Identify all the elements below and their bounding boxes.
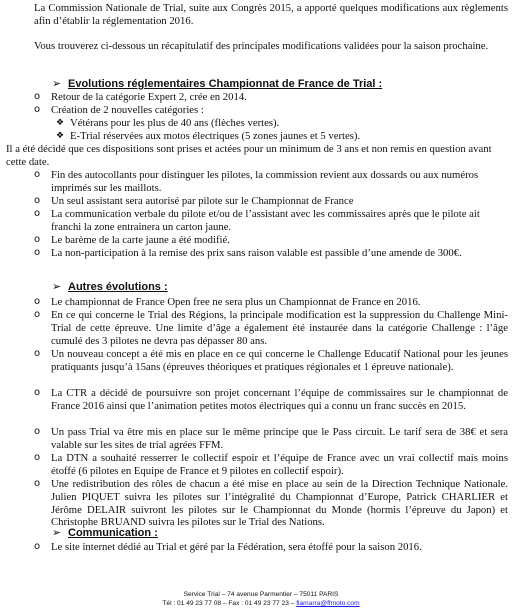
bullet-icon: o (34, 478, 41, 489)
list-item-text: En ce qui concerne le Trial des Régions, la principale modification est la suppression du Challenge Mini-Trial de cette épreuve. Une limite d’âge a également été instaurée dans la catégorie Challenge : l’âge cumulé des 3 pilotes ne devra pas dépasser 80 ans. (51, 309, 508, 347)
bullet-icon: o (34, 541, 41, 552)
diamond-bullet-icon: ❖ (56, 131, 65, 141)
list-item (34, 169, 508, 195)
bullet-icon: o (34, 247, 41, 258)
sub-list-item-text: Vétérans pour les plus de 40 ans (flèches vertes). (70, 117, 280, 129)
list-item (34, 541, 508, 554)
list-item-text: La DTN a souhaité resserrer le collectif espoir et l’équipe de France avec un vrai collectif mais moins étoffé (6 pilotes en Equipe de France et 9 pilotes en collectif espoir). (51, 452, 508, 477)
diamond-bullet-icon: ❖ (56, 118, 65, 128)
intro-paragraph-2: Vous trouverez ci-dessous un récapitulatif des principales modifications validées pour la saison prochaine. (34, 40, 489, 52)
bullet-icon: o (34, 309, 41, 320)
bullet-icon: o (34, 169, 41, 180)
list-item (34, 208, 508, 234)
bullet-icon: o (34, 195, 41, 206)
list-item (34, 387, 508, 413)
list-item (34, 234, 508, 247)
bullet-icon: o (34, 387, 41, 398)
sub-list-item (56, 130, 506, 143)
list-item-text: Le barème de la carte jaune a été modifié. (51, 234, 230, 246)
section-heading-communication (52, 527, 158, 540)
bullet-icon: o (34, 348, 41, 359)
list-item (34, 309, 508, 347)
list-item-text: Un pass Trial va être mis en place sur le même principe que le Pass circuit. Le tarif sera de 38€ et sera valable sur les sites de trial agrées FFM. (51, 426, 508, 451)
note-paragraph: Il a été décidé que ces dispositions sont prises et actées pour un minimum de 3 ans et non remis en question avant cette date. (6, 143, 492, 168)
bullet-icon: o (34, 452, 41, 463)
list-item-text: Une redistribution des rôles de chacun a été mise en place au sein de la Direction Technique Nationale. Julien PIQUET suivra les pilotes sur l’intégralité du Championnat d’Europe, Patrick CHARLIER et Jérôme DELAIR suivront les pilotes sur le Championnat du Monde (hormis l’épreuve du Japon) et Christophe BRUAND suivra les pilotes sur le Trial des Nations. (51, 478, 508, 529)
footer-address: Service Trial – 74 avenue Parmentier – 75011 PARIS (183, 591, 339, 598)
list-item-text: Retour de la catégorie Expert 2, crée en 2014. (51, 91, 247, 103)
section-heading-reglementaires (52, 78, 382, 91)
bullet-icon: o (34, 296, 41, 307)
footer-email-link[interactable]: flamarra@ffmoto.com (296, 600, 360, 607)
bullet-icon: o (34, 234, 41, 245)
list-item (34, 426, 508, 452)
bullet-icon: o (34, 104, 41, 115)
bullet-icon: o (34, 91, 41, 102)
list-item-text: La non-participation à la remise des prix sans raison valable est passible d’une amende de 300€. (51, 247, 462, 259)
list-item (34, 452, 508, 478)
list-item-text: La CTR a décidé de poursuivre son projet concernant l’équipe de commissaires sur le championnat de France 2016 ainsi que l’animation petites motos électriques qui a connu un franc succès en 2015. (51, 387, 508, 412)
arrow-bullet-icon: ➢ (52, 78, 62, 90)
bullet-icon: o (34, 208, 41, 219)
list-item (34, 247, 508, 260)
section-title: Evolutions réglementaires Championnat de France de Trial : (68, 78, 383, 90)
list-item-text: Création de 2 nouvelles catégories : (51, 104, 204, 116)
list-item-text: Fin des autocollants pour distinguer les pilotes, la commission revient aux dossards ou aux numéros imprimés sur les maillots. (51, 169, 479, 194)
arrow-bullet-icon: ➢ (52, 281, 62, 293)
bullet-icon: o (34, 426, 41, 437)
list-item (34, 104, 508, 117)
sub-list-item (56, 117, 506, 130)
section-title: Autres évolutions : (68, 281, 168, 293)
list-item (34, 195, 508, 208)
footer-contact (0, 599, 522, 608)
list-item (34, 478, 508, 529)
list-item-text: Le championnat de France Open free ne sera plus un Championnat de France en 2016. (51, 296, 421, 308)
list-item (34, 91, 508, 104)
sub-list-item-text: E-Trial réservées aux motos électriques (5 zones jaunes et 5 vertes). (70, 130, 361, 142)
list-item-text: La communication verbale du pilote et/ou de l’assistant avec les commissaires après que le pilote ait franchi la zone entrainera un carton jaune. (51, 208, 480, 233)
footer-phone-fax: Tél : 01 49 23 77 08 – Fax : 01 49 23 77 23 – (162, 600, 297, 607)
arrow-bullet-icon: ➢ (52, 527, 62, 539)
list-item-text: Un nouveau concept a été mis en place en ce qui concerne le Challenge Educatif National pour les jeunes pratiquants jusqu’à 15ans (épreuves théoriques et pratiques régionales et 1 épreuve nationale). (51, 348, 508, 373)
list-item (34, 348, 508, 374)
list-item (34, 296, 508, 309)
section-title: Communication : (68, 527, 158, 539)
list-item-text: Le site internet dédié au Trial et géré par la Fédération, sera étoffé pour la saison 2016. (51, 541, 422, 553)
section-heading-autres-evolutions (52, 281, 168, 294)
list-item-text: Un seul assistant sera autorisé par pilote sur le Championnat de France (51, 195, 354, 207)
intro-paragraph-1: La Commission Nationale de Trial, suite aux Congrès 2015, a apporté quelques modifications aux règlements afin d’établir la réglementation 2016. (34, 2, 508, 27)
